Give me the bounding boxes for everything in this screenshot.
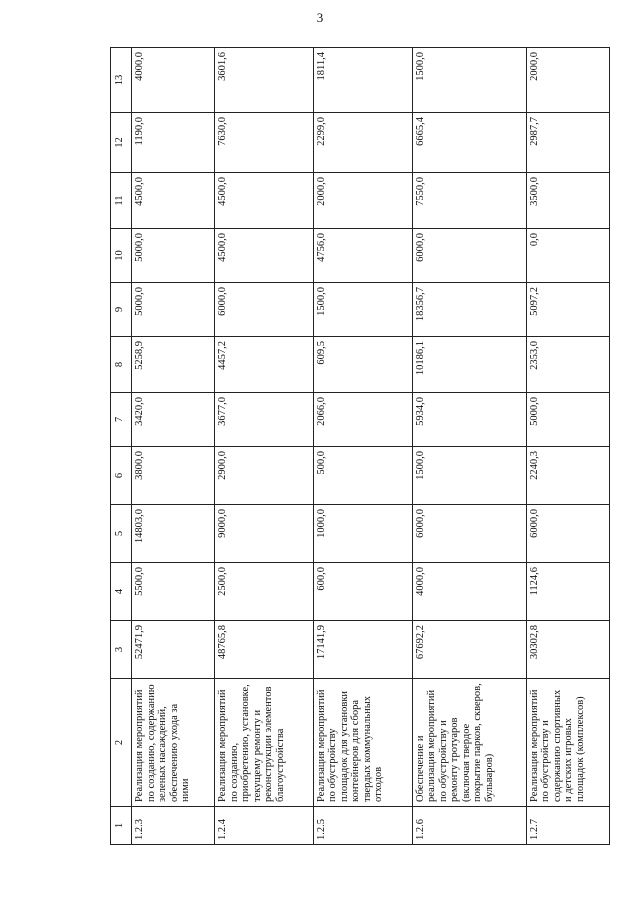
cell-value: 2500,0: [215, 563, 314, 621]
table-row: [132, 48, 215, 845]
cell-value: 600,0: [313, 563, 412, 621]
cell-value: 2240,3: [526, 447, 609, 505]
cell-value: 5097,2: [526, 283, 609, 337]
row-code: 1.2.7: [526, 807, 609, 845]
cell-value: 2000,0: [526, 48, 609, 113]
column-number-6: 6: [111, 447, 132, 505]
cell-value: 2353,0: [526, 337, 609, 393]
cell-value: 5000,0: [132, 229, 215, 283]
column-number-8: 8: [111, 337, 132, 393]
table-header-row: [111, 48, 132, 845]
column-number-4: 4: [111, 563, 132, 621]
cell-value: 1500,0: [412, 447, 526, 505]
cell-value: 2000,0: [313, 173, 412, 229]
cell-value: 67692,2: [412, 621, 526, 679]
cell-value: 6000,0: [412, 229, 526, 283]
row-code: 1.2.3: [132, 807, 215, 845]
column-number-9: 9: [111, 283, 132, 337]
cell-value: 4756,0: [313, 229, 412, 283]
rotated-table-container: [110, 48, 610, 845]
cell-value: 4500,0: [215, 173, 314, 229]
cell-value: 3677,0: [215, 393, 314, 447]
column-number-5: 5: [111, 505, 132, 563]
column-number-1: 1: [111, 807, 132, 845]
cell-value: 6000,0: [412, 505, 526, 563]
row-name: Реализация мероприятий по обустройству площадок для установки контейнеров для сбора твердых коммунальных отходов: [313, 679, 412, 807]
table-row: [313, 48, 412, 845]
cell-value: 6000,0: [215, 283, 314, 337]
row-name: Реализация мероприятий по обустройству и содержанию спортивных и детских игровых площадок (комплексов): [526, 679, 609, 807]
page-number: 3: [316, 10, 324, 25]
cell-value: 2987,7: [526, 113, 609, 173]
cell-value: 1000,0: [313, 505, 412, 563]
cell-value: 4500,0: [215, 229, 314, 283]
row-code: 1.2.4: [215, 807, 314, 845]
cell-value: 5000,0: [526, 393, 609, 447]
cell-value: 17141,9: [313, 621, 412, 679]
cell-value: 7630,0: [215, 113, 314, 173]
table-row: [412, 48, 526, 845]
cell-value: 52471,9: [132, 621, 215, 679]
cell-value: 14803,0: [132, 505, 215, 563]
column-number-3: 3: [111, 621, 132, 679]
cell-value: 3800,0: [132, 447, 215, 505]
cell-value: 6665,4: [412, 113, 526, 173]
row-name: Реализация мероприятий по созданию, содержанию зеленых насаждений, обеспечению ухода за ними: [132, 679, 215, 807]
rotated-table: [110, 48, 610, 845]
cell-value: 18356,7: [412, 283, 526, 337]
cell-value: 2900,0: [215, 447, 314, 505]
table-row: [526, 48, 609, 845]
cell-value: 4457,2: [215, 337, 314, 393]
cell-value: 30302,8: [526, 621, 609, 679]
cell-value: 5934,0: [412, 393, 526, 447]
cell-value: 4500,0: [132, 173, 215, 229]
cell-value: 3601,6: [215, 48, 314, 113]
table-row: [215, 48, 314, 845]
column-number-7: 7: [111, 393, 132, 447]
cell-value: 1811,4: [313, 48, 412, 113]
cell-value: 609,5: [313, 337, 412, 393]
cell-value: 6000,0: [526, 505, 609, 563]
cell-value: 1190,0: [132, 113, 215, 173]
cell-value: 2066,0: [313, 393, 412, 447]
column-number-11: 11: [111, 173, 132, 229]
column-number-10: 10: [111, 229, 132, 283]
cell-value: 5000,0: [132, 283, 215, 337]
cell-value: 4000,0: [412, 563, 526, 621]
cell-value: 5500,0: [132, 563, 215, 621]
row-code: 1.2.5: [313, 807, 412, 845]
row-code: 1.2.6: [412, 807, 526, 845]
column-number-2: 2: [111, 679, 132, 807]
cell-value: 500,0: [313, 447, 412, 505]
cell-value: 9000,0: [215, 505, 314, 563]
row-name: Обеспечение и реализация мероприятий по обустройству и ремонту тротуаров (включая твердое покрытие парков, скверов, бульваров): [412, 679, 526, 807]
cell-value: 3500,0: [526, 173, 609, 229]
column-number-13: 13: [111, 48, 132, 113]
cell-value: 7550,0: [412, 173, 526, 229]
cell-value: 1124,6: [526, 563, 609, 621]
cell-value: 1500,0: [412, 48, 526, 113]
cell-value: 2299,0: [313, 113, 412, 173]
cell-value: 48765,8: [215, 621, 314, 679]
cell-value: 3420,0: [132, 393, 215, 447]
cell-value: 5258,9: [132, 337, 215, 393]
cell-value: 10186,1: [412, 337, 526, 393]
cell-value: 0,0: [526, 229, 609, 283]
column-number-12: 12: [111, 113, 132, 173]
cell-value: 1500,0: [313, 283, 412, 337]
cell-value: 4000,0: [132, 48, 215, 113]
row-name: Реализация мероприятий по созданию, приобретению, установке, текущему ремонту и реконструкции элементов благоустройства: [215, 679, 314, 807]
budget-table: [110, 47, 610, 845]
